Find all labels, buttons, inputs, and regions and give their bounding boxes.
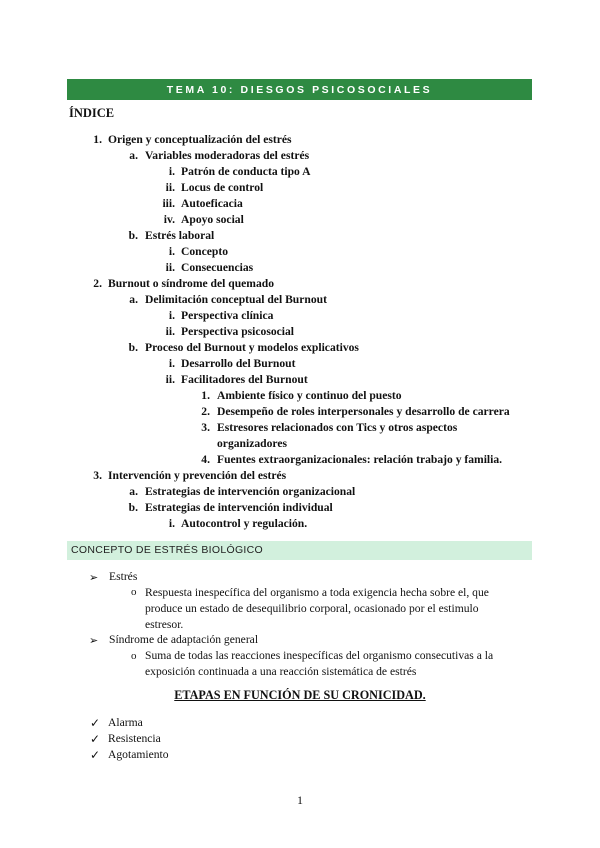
index-item-number: b. (128, 501, 138, 514)
index-item-number: 1. (93, 133, 102, 146)
index-item-text: Delimitación conceptual del Burnout (145, 293, 327, 306)
index-item-number: 3. (201, 421, 210, 434)
etapas-heading: ETAPAS EN FUNCIÓN DE SU CRONICIDAD. (174, 688, 426, 702)
banner-title: TEMA 10: DIESGOS PSICOSOCIALES (166, 83, 433, 96)
index-item-number: ii. (165, 181, 175, 194)
estres-definition-line: produce un estado de desequilibrio corporal, ocasionado por el estimulo (145, 602, 479, 615)
index-item-text: Proceso del Burnout y modelos explicativos (145, 341, 359, 354)
index-item-number: ii. (165, 325, 175, 338)
estres-definition-line: Respuesta inespecífica del organismo a toda exigencia hecha sobre el, que (145, 586, 489, 599)
index-item-text: Consecuencias (181, 261, 254, 274)
index-item-text: Intervención y prevención del estrés (108, 469, 287, 482)
index-item-number: iv. (163, 213, 175, 226)
circle-bullet-icon: o (131, 650, 137, 662)
index-item-text: Burnout o síndrome del quemado (108, 277, 274, 290)
etapa-item: Resistencia (108, 732, 161, 745)
index-item-text: Fuentes extraorganizacionales: relación trabajo y familia. (217, 453, 503, 466)
estres-label: Estrés (109, 570, 138, 583)
index-item-text: Patrón de conducta tipo A (181, 165, 311, 178)
index-item-number: i. (168, 357, 175, 370)
index-item-number: 2. (93, 277, 102, 290)
index-heading: ÍNDICE (69, 106, 115, 120)
index-item-text: Ambiente físico y continuo del puesto (217, 389, 402, 402)
index-item-text: organizadores (217, 437, 287, 450)
index-item-text: Estresores relacionados con Tics y otros aspectos (217, 421, 458, 434)
index-item-text: Facilitadores del Burnout (181, 373, 308, 386)
index-item-number: i. (168, 165, 175, 178)
index-item-number: 1. (201, 389, 210, 402)
check-icon: ✓ (90, 732, 101, 746)
arrow-bullet-icon: ➢ (89, 572, 99, 584)
section-header (67, 541, 532, 560)
index-item-number: ii. (165, 261, 175, 274)
index-item-number: ii. (165, 373, 175, 386)
index-item-number: i. (168, 309, 175, 322)
index-item-text: Locus de control (181, 181, 264, 194)
index-item-text: Variables moderadoras del estrés (145, 149, 310, 162)
sindrome-definition-line: Suma de todas las reacciones inespecíficas del organismo consecutivas a la (145, 649, 494, 662)
sindrome-definition-line: exposición continuada a una reacción sistemática de estrés (145, 665, 417, 678)
index-item-text: Estrategias de intervención individual (145, 501, 333, 514)
index-item-text: Autocontrol y regulación. (181, 517, 308, 530)
sindrome-label: Síndrome de adaptación general (109, 633, 259, 646)
index-item-number: b. (128, 341, 138, 354)
circle-bullet-icon: o (131, 586, 137, 598)
estres-definition-line: estresor. (145, 618, 184, 631)
page-number: 1 (297, 793, 303, 807)
check-icon: ✓ (90, 716, 101, 730)
index-item-number: a. (129, 293, 138, 306)
index-item-text: Estrategias de intervención organizacional (145, 485, 356, 498)
index-item-text: Origen y conceptualización del estrés (108, 133, 292, 146)
index-item-text: Estrés laboral (145, 229, 215, 242)
index-item-text: Apoyo social (181, 213, 244, 226)
index-item-text: Concepto (181, 245, 229, 258)
section-title: CONCEPTO DE ESTRÉS BIOLÓGICO (71, 544, 263, 556)
index-item-text: Perspectiva clínica (181, 309, 274, 322)
etapa-item: Alarma (108, 716, 143, 729)
index-item-text: Desempeño de roles interpersonales y desarrollo de carrera (217, 405, 510, 418)
index-item-number: b. (128, 229, 138, 242)
index-item-number: a. (129, 485, 138, 498)
index-item-number: iii. (162, 197, 175, 210)
index-item-text: Perspectiva psicosocial (181, 325, 295, 338)
index-item-number: 3. (93, 469, 102, 482)
index-item-text: Autoeficacia (181, 197, 243, 210)
index-item-number: 2. (201, 405, 210, 418)
index-item-number: a. (129, 149, 138, 162)
title-banner (67, 79, 532, 100)
check-icon: ✓ (90, 748, 101, 762)
arrow-bullet-icon: ➢ (89, 635, 99, 647)
index-item-text: Desarrollo del Burnout (181, 357, 296, 370)
index-item-number: 4. (201, 453, 210, 466)
index-item-number: i. (168, 517, 175, 530)
etapa-item: Agotamiento (108, 748, 169, 761)
index-item-number: i. (168, 245, 175, 258)
